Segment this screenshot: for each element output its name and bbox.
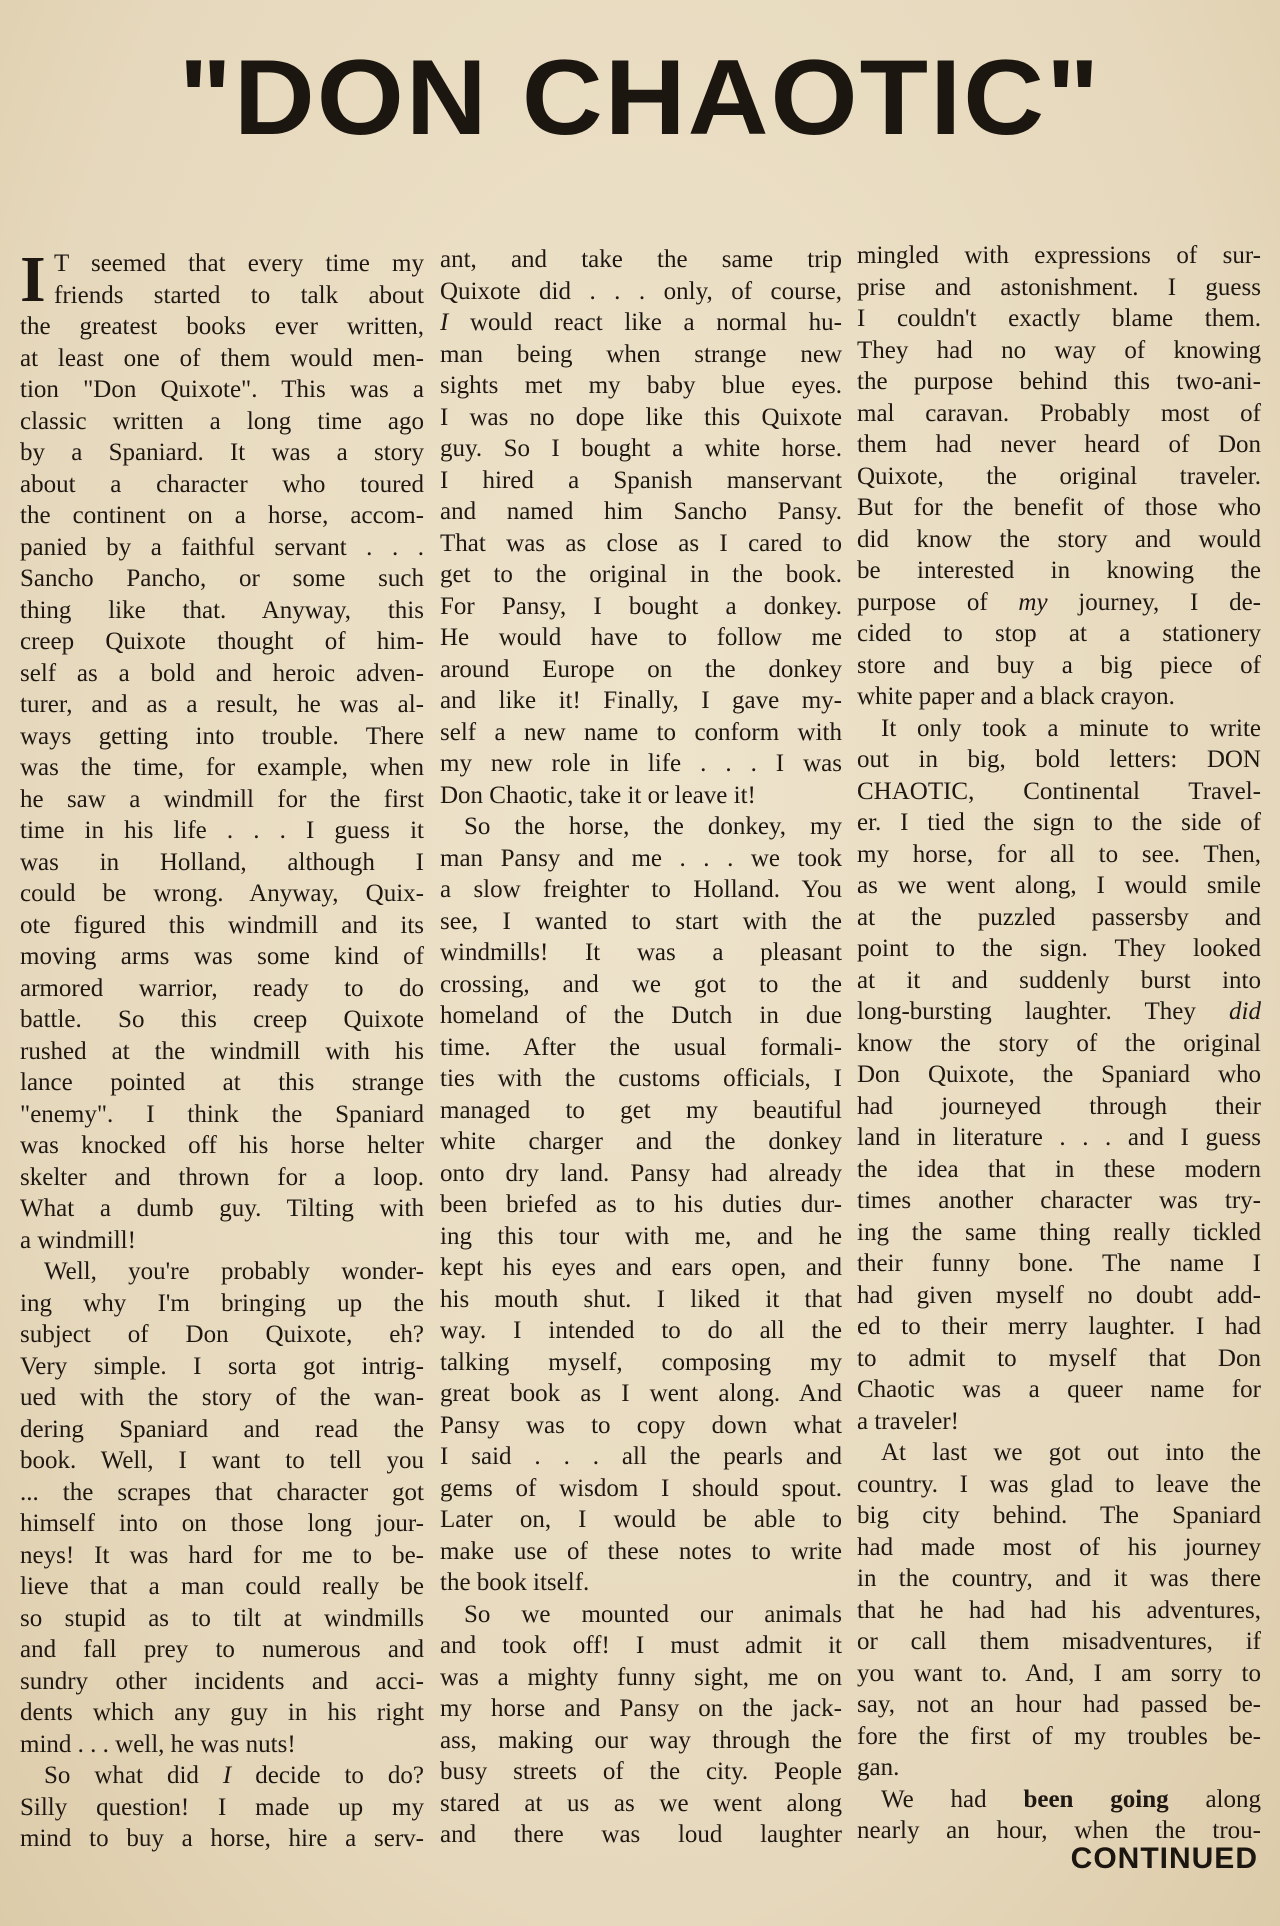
text-segment: along (1168, 1785, 1261, 1813)
text-line: big city behind. The Spaniard (857, 1502, 1261, 1529)
text-line: you want to. And, I am sorry to (857, 1659, 1261, 1687)
text-line: Well, you're probably wonder- (44, 1258, 424, 1285)
text-line: Chaotic was a queer name for (857, 1376, 1261, 1403)
text-line: and there was loud laughter (440, 1821, 842, 1848)
continued-label: CONTINUED (1070, 1842, 1258, 1875)
text-line: way. I intended to do all the (440, 1317, 842, 1344)
text-line: and took off! I must admit it (440, 1632, 842, 1659)
text-line: man being when strange new (440, 340, 842, 368)
text-line: store and buy a big piece of (857, 651, 1261, 679)
text-line: at it and suddenly burst into (857, 966, 1261, 994)
text-line: That was as close as I cared to (440, 529, 842, 557)
text-segment: long-bursting laughter. They (857, 998, 1230, 1025)
text-line: gems of wisdom I should spout. (440, 1474, 842, 1502)
text-line: It only took a minute to write (881, 714, 1261, 742)
text-line: ... the scrapes that character got (20, 1478, 424, 1506)
text-line: er. I tied the sign to the side of (857, 809, 1261, 836)
text-line: battle. So this creep Quixote (20, 1006, 424, 1033)
text-line: He would have to follow me (440, 624, 842, 651)
text-line: man Pansy and me . . . we took (440, 844, 842, 872)
text-segment: decide to do? (231, 1762, 424, 1789)
text-line: lieve that a man could really be (20, 1573, 424, 1600)
text-line: great book as I went along. And (440, 1380, 842, 1407)
drop-cap: I (20, 243, 46, 316)
text-line: CHAOTIC, Continental Travel- (857, 777, 1261, 805)
text-line (857, 587, 1261, 619)
text-line: But for the benefit of those who (857, 494, 1261, 521)
text-line: I was no dope like this Quixote (440, 403, 842, 431)
text-line: was the time, for example, when (20, 754, 424, 781)
text-line: So we mounted our animals (464, 1600, 842, 1628)
text-line: Quixote did . . . only, of course, (440, 277, 842, 305)
text-line: rushed at the windmill with his (20, 1037, 424, 1065)
text-line: fore the first of my troubles be- (857, 1722, 1261, 1750)
text-line: They had no way of knowing (857, 336, 1261, 364)
text-line: crossing, and we got to the (440, 970, 842, 998)
text-line (440, 307, 842, 339)
bold-text: been going (1023, 1785, 1169, 1813)
text-line: a slow freighter to Holland. You (440, 876, 842, 903)
text-line: "enemy". I think the Spaniard (20, 1100, 424, 1128)
text-line: or call them misadventures, if (857, 1628, 1261, 1655)
text-line: by a Spaniard. It was a story (20, 439, 424, 466)
text-line: a windmill! (20, 1226, 136, 1254)
text-line: busy streets of the city. People (440, 1758, 842, 1785)
text-line: Sancho Pancho, or some such (20, 565, 424, 592)
text-line: and fall prey to numerous and (20, 1636, 424, 1663)
text-line: make use of these notes to write (440, 1537, 842, 1565)
text-line: been briefed as to his duties dur- (440, 1191, 842, 1218)
text-line: Don Chaotic, take it or leave it! (440, 781, 756, 809)
text-line: T seemed that every time my (54, 250, 424, 277)
text-line: the book itself. (440, 1569, 590, 1596)
text-line: I hired a Spanish manservant (440, 466, 842, 494)
text-line: moving arms was some kind of (20, 943, 424, 970)
text-line: so stupid as to tilt at windmills (20, 1604, 424, 1632)
text-line: ed to their merry laughter. I had (857, 1313, 1261, 1340)
text-line: the purpose behind this two-ani- (857, 368, 1261, 395)
text-line: point to the sign. They looked (857, 935, 1261, 962)
text-column-3 (857, 240, 1261, 1847)
text-line: book. Well, I want to tell you (20, 1447, 424, 1474)
text-line: windmills! It was a pleasant (440, 939, 842, 966)
text-line: ote figured this windmill and its (20, 911, 424, 939)
text-line: self a new name to conform with (440, 718, 842, 746)
text-segment: We had (881, 1785, 1024, 1813)
text-line: So the horse, the donkey, my (464, 813, 842, 840)
text-line: Quixote, the original traveler. (857, 462, 1261, 490)
text-line: mind . . . well, he was nuts! (20, 1730, 296, 1758)
text-line: friends started to talk about (54, 281, 424, 309)
text-line: ing this tour with me, and he (440, 1222, 842, 1250)
text-line: had made most of his journey (857, 1533, 1261, 1561)
text-line: had journeyed through their (857, 1092, 1261, 1120)
text-line (857, 996, 1261, 1028)
text-line: country. I was glad to leave the (857, 1470, 1261, 1498)
text-line: them had never heard of Don (857, 431, 1261, 458)
text-line: ued with the story of the wan- (20, 1384, 424, 1411)
text-line: time. After the usual formali- (440, 1033, 842, 1061)
text-line: that he had had his adventures, (857, 1596, 1261, 1624)
text-line: the idea that in these modern (857, 1155, 1261, 1183)
text-line: homeland of the Dutch in due (440, 1002, 842, 1029)
text-line: mingled with expressions of sur- (857, 242, 1261, 269)
text-line: talking myself, composing my (440, 1348, 842, 1376)
text-line: classic written a long time ago (20, 407, 424, 435)
text-line: Very simple. I sorta got intrig- (20, 1352, 424, 1380)
italic-text: did (1229, 998, 1261, 1025)
text-line: as we went along, I would smile (857, 872, 1261, 899)
text-line: onto dry land. Pansy had already (440, 1159, 842, 1187)
text-line: cided to stop at a stationery (857, 620, 1261, 647)
text-line: mind to buy a horse, hire a serv- (20, 1825, 424, 1852)
text-line: was knocked off his horse helter (20, 1132, 424, 1159)
text-line: I said . . . all the pearls and (440, 1443, 842, 1470)
text-segment: journey, I de- (1047, 588, 1261, 616)
text-line: I couldn't exactly blame them. (857, 305, 1261, 332)
text-line: skelter and thrown for a loop. (20, 1163, 424, 1191)
text-line: What a dumb guy. Tilting with (20, 1195, 424, 1222)
text-line: he saw a windmill for the first (20, 785, 424, 813)
text-line: at the puzzled passersby and (857, 903, 1261, 931)
text-line: and named him Sancho Pansy. (440, 498, 842, 525)
text-line: turer, and as a result, he was al- (20, 691, 424, 718)
text-line: managed to get my beautiful (440, 1096, 842, 1124)
text-line: time in his life . . . I guess it (20, 817, 424, 844)
text-line: ant, and take the same trip (440, 246, 842, 273)
text-line: Pansy was to copy down what (440, 1411, 842, 1439)
text-line: ass, making our way through the (440, 1726, 842, 1754)
text-line: sights met my baby blue eyes. (440, 372, 842, 399)
text-line: a traveler! (857, 1407, 960, 1435)
text-line: Silly question! I made up my (20, 1793, 424, 1821)
text-line: to admit to myself that Don (857, 1344, 1261, 1372)
text-line: mal caravan. Probably most of (857, 399, 1261, 427)
text-line: At last we got out into the (881, 1439, 1261, 1466)
text-line: land in literature . . . and I guess (857, 1124, 1261, 1151)
text-line: dents which any guy in his right (20, 1699, 424, 1726)
text-line: know the story of the original (857, 1029, 1261, 1057)
story-title: "DON CHAOTIC" (178, 38, 1102, 157)
text-line: my new role in life . . . I was (440, 750, 842, 777)
text-column-1 (20, 243, 424, 1855)
text-line: in the country, and it was there (857, 1565, 1261, 1592)
text-line: ing why I'm bringing up the (20, 1289, 424, 1317)
text-line: be interested in knowing the (857, 557, 1261, 584)
text-line (20, 1760, 424, 1792)
text-line: panied by a faithful servant . . . (20, 533, 424, 561)
text-segment: purpose of (857, 588, 1019, 616)
italic-text: I (222, 1762, 232, 1789)
text-line: ing the same thing really tickled (857, 1218, 1261, 1246)
text-segment: would react like a normal hu- (448, 309, 842, 336)
text-line: gan. (857, 1754, 900, 1781)
text-line: say, not an hour had passed be- (857, 1691, 1261, 1718)
text-line: stared at us as we went along (440, 1789, 842, 1817)
italic-text: my (1018, 588, 1048, 616)
text-line: dering Spaniard and read the (20, 1415, 424, 1443)
text-line: Later on, I would be able to (440, 1506, 842, 1533)
text-line: white charger and the donkey (440, 1128, 842, 1155)
text-line: see, I wanted to start with the (440, 907, 842, 935)
text-line: at least one of them would men- (20, 344, 424, 372)
text-line: armored warrior, ready to do (20, 974, 424, 1002)
text-line: the greatest books ever written, (20, 313, 424, 340)
text-line: and like it! Finally, I gave my- (440, 687, 842, 714)
italic-text: I (440, 309, 449, 336)
text-line: guy. So I bought a white horse. (440, 435, 842, 462)
text-line: himself into on those long jour- (20, 1510, 424, 1537)
text-line: self as a bold and heroic adven- (20, 659, 424, 687)
text-line: was in Holland, although I (20, 848, 424, 876)
text-line: sundry other incidents and acci- (20, 1667, 424, 1695)
text-line: about a character who toured (20, 470, 424, 498)
text-line: lance pointed at this strange (20, 1069, 424, 1096)
text-line: kept his eyes and ears open, and (440, 1254, 842, 1281)
text-line: prise and astonishment. I guess (857, 273, 1261, 301)
text-line: nearly an hour, when the trou- (857, 1817, 1261, 1844)
text-line: was a mighty funny sight, me on (440, 1663, 842, 1691)
text-segment: So what did (44, 1762, 223, 1789)
text-line: For Pansy, I bought a donkey. (440, 592, 842, 620)
text-line: thing like that. Anyway, this (20, 596, 424, 624)
text-line: ties with the customs officials, I (440, 1065, 842, 1092)
text-line: my horse, for all to see. Then, (857, 840, 1261, 868)
text-line: ways getting into trouble. There (20, 722, 424, 750)
text-column-2 (440, 244, 842, 1851)
text-line: around Europe on the donkey (440, 655, 842, 683)
text-line: Don Quixote, the Spaniard who (857, 1061, 1261, 1088)
text-line: tion "Don Quixote". This was a (20, 376, 424, 403)
text-line: get to the original in the book. (440, 561, 842, 588)
text-line: his mouth shut. I liked it that (440, 1285, 842, 1313)
text-line: neys! It was hard for me to be- (20, 1541, 424, 1569)
text-line: did know the story and would (857, 525, 1261, 553)
text-line: could be wrong. Anyway, Quix- (20, 880, 424, 907)
text-line: out in big, bold letters: DON (857, 746, 1261, 773)
text-line: creep Quixote thought of him- (20, 628, 424, 655)
text-line (857, 1784, 1261, 1816)
text-line: the continent on a horse, accom- (20, 502, 424, 529)
text-line: their funny bone. The name I (857, 1250, 1261, 1277)
text-line: had given myself no doubt add- (857, 1281, 1261, 1309)
text-line: times another character was try- (857, 1187, 1261, 1214)
text-line: my horse and Pansy on the jack- (440, 1695, 842, 1722)
text-line: white paper and a black crayon. (857, 683, 1175, 710)
text-line: subject of Don Quixote, eh? (20, 1321, 424, 1348)
